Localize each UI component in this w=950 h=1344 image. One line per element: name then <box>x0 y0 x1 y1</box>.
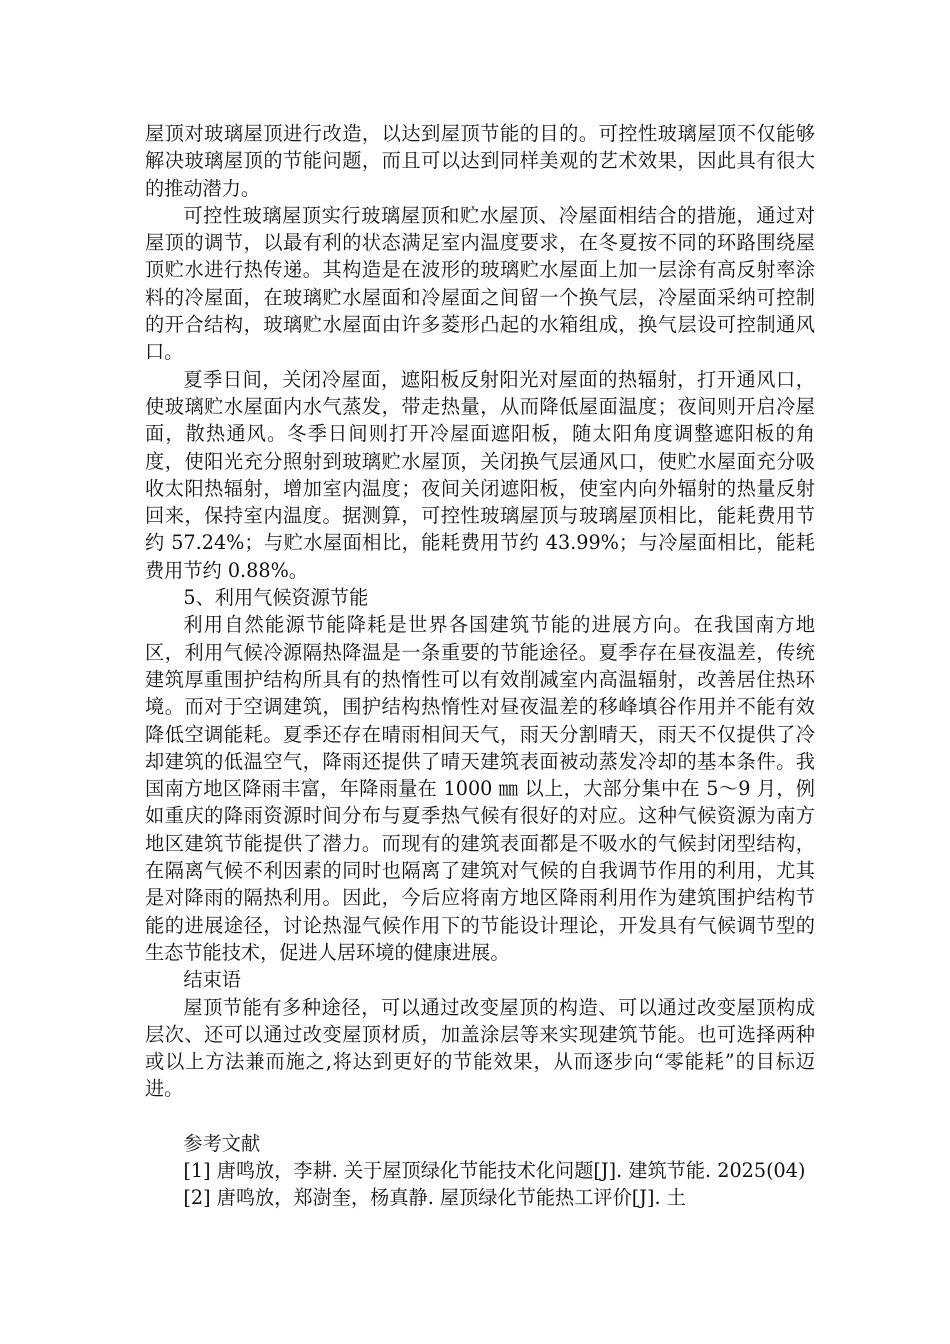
reference-item: [2] 唐鸣放，郑澍奎，杨真静. 屋顶绿化节能热工评价[J]. 土 <box>183 1186 686 1210</box>
paragraph-climate-resources: 利用自然能源节能降耗是世界各国建筑节能的进展方向。在我国南方地区，利用气候冷源隔热降温是一条重要的节能途径。夏季存在昼夜温差，传统建筑厚重围护结构所具有的热惰性可以有效削减室内高温辐射，改善居住热环境。而对于空调建筑，围护结构热惰性对昼夜温差的移峰填谷作用并不能有效降低空调能耗。夏季还存在晴雨相间天气，雨天分割晴天，雨天不仅提供了冷却建筑的低温空气，降雨还提供了晴天建筑表面被动蒸发冷却的基本条件。我国南方地区降雨丰富，年降雨量在 1000 ㎜ 以上，大部分集中在 5～9 月，例如重庆的降雨资源时间分布与夏季热气候有很好的对应。这种气候资源为南方地区建筑节能提供了潜力。而现有的建筑表面都是不吸水的气候封闭型结构，在隔离气候不利因素的同时也隔离了建筑对气候的自我调节作用的利用，尤其是对降雨的隔热利用。因此，今后应将南方地区降雨利用作为建筑围护结构节能的进展途径，讨论热湿气候作用下的节能设计理论，开发具有气候调节型的生态节能技术，促进人居环境的健康进展。 <box>145 613 815 964</box>
document-body <box>145 120 815 1212</box>
references-title: 参考文献 <box>183 1131 261 1155</box>
spacer <box>145 1103 815 1130</box>
reference-item: [1] 唐鸣放，李耕. 关于屋顶绿化节能技术化问题[J]. 建筑节能. 2025(04) <box>183 1158 806 1182</box>
section-heading-climate-resources: 5、利用气候资源节能 <box>183 586 369 610</box>
paragraph-controllable-glass-roof: 可控性玻璃屋顶实行玻璃屋顶和贮水屋顶、冷屋面相结合的措施，通过对屋顶的调节，以最有利的状态满足室内温度要求，在冬夏按不同的环路围绕屋顶贮水进行热传递。其构造是在波形的玻璃贮水屋面上加一层涂有高反射率涂料的冷屋面，在玻璃贮水屋面和冷屋面之间留一个换气层，冷屋面采纳可控制的开合结构，玻璃贮水屋面由许多菱形凸起的水箱组成，换气层设可控制通风口。 <box>145 203 815 364</box>
section-heading-conclusion: 结束语 <box>183 968 241 992</box>
paragraph-seasonal-operation: 夏季日间，关闭冷屋面，遮阳板反射阳光对屋面的热辐射，打开通风口，使玻璃贮水屋面内水气蒸发，带走热量，从而降低屋面温度；夜间则开启冷屋面，散热通风。冬季日间则打开冷屋面遮阳板，随太阳角度调整遮阳板的角度，使阳光充分照射到玻璃贮水屋顶，关闭换气层通风口，使贮水屋面充分吸收太阳热辐射，增加室内温度；夜间关闭遮阳板，使室内向外辐射的热量反射回来，保持室内温度。据测算，可控性玻璃屋顶与玻璃屋顶相比，能耗费用节约 57.24%；与贮水屋面相比，能耗费用节约 43.99%；与冷屋面相比，能耗费用节约 0.88%。 <box>145 367 815 582</box>
paragraph-conclusion: 屋顶节能有多种途径，可以通过改变屋顶的构造、可以通过改变屋顶构成层次、还可以通过改变屋顶材质，加盖涂层等来实现建筑节能。也可选择两种或以上方法兼而施之,将达到更好的节能效果，从而逐步向“零能耗”的目标迈进。 <box>145 995 815 1101</box>
paragraph-glass-roof-intro: 屋顶对玻璃屋顶进行改造，以达到屋顶节能的目的。可控性玻璃屋顶不仅能够解决玻璃屋顶的节能问题，而且可以达到同样美观的艺术效果，因此具有很大的推动潜力。 <box>145 122 815 200</box>
